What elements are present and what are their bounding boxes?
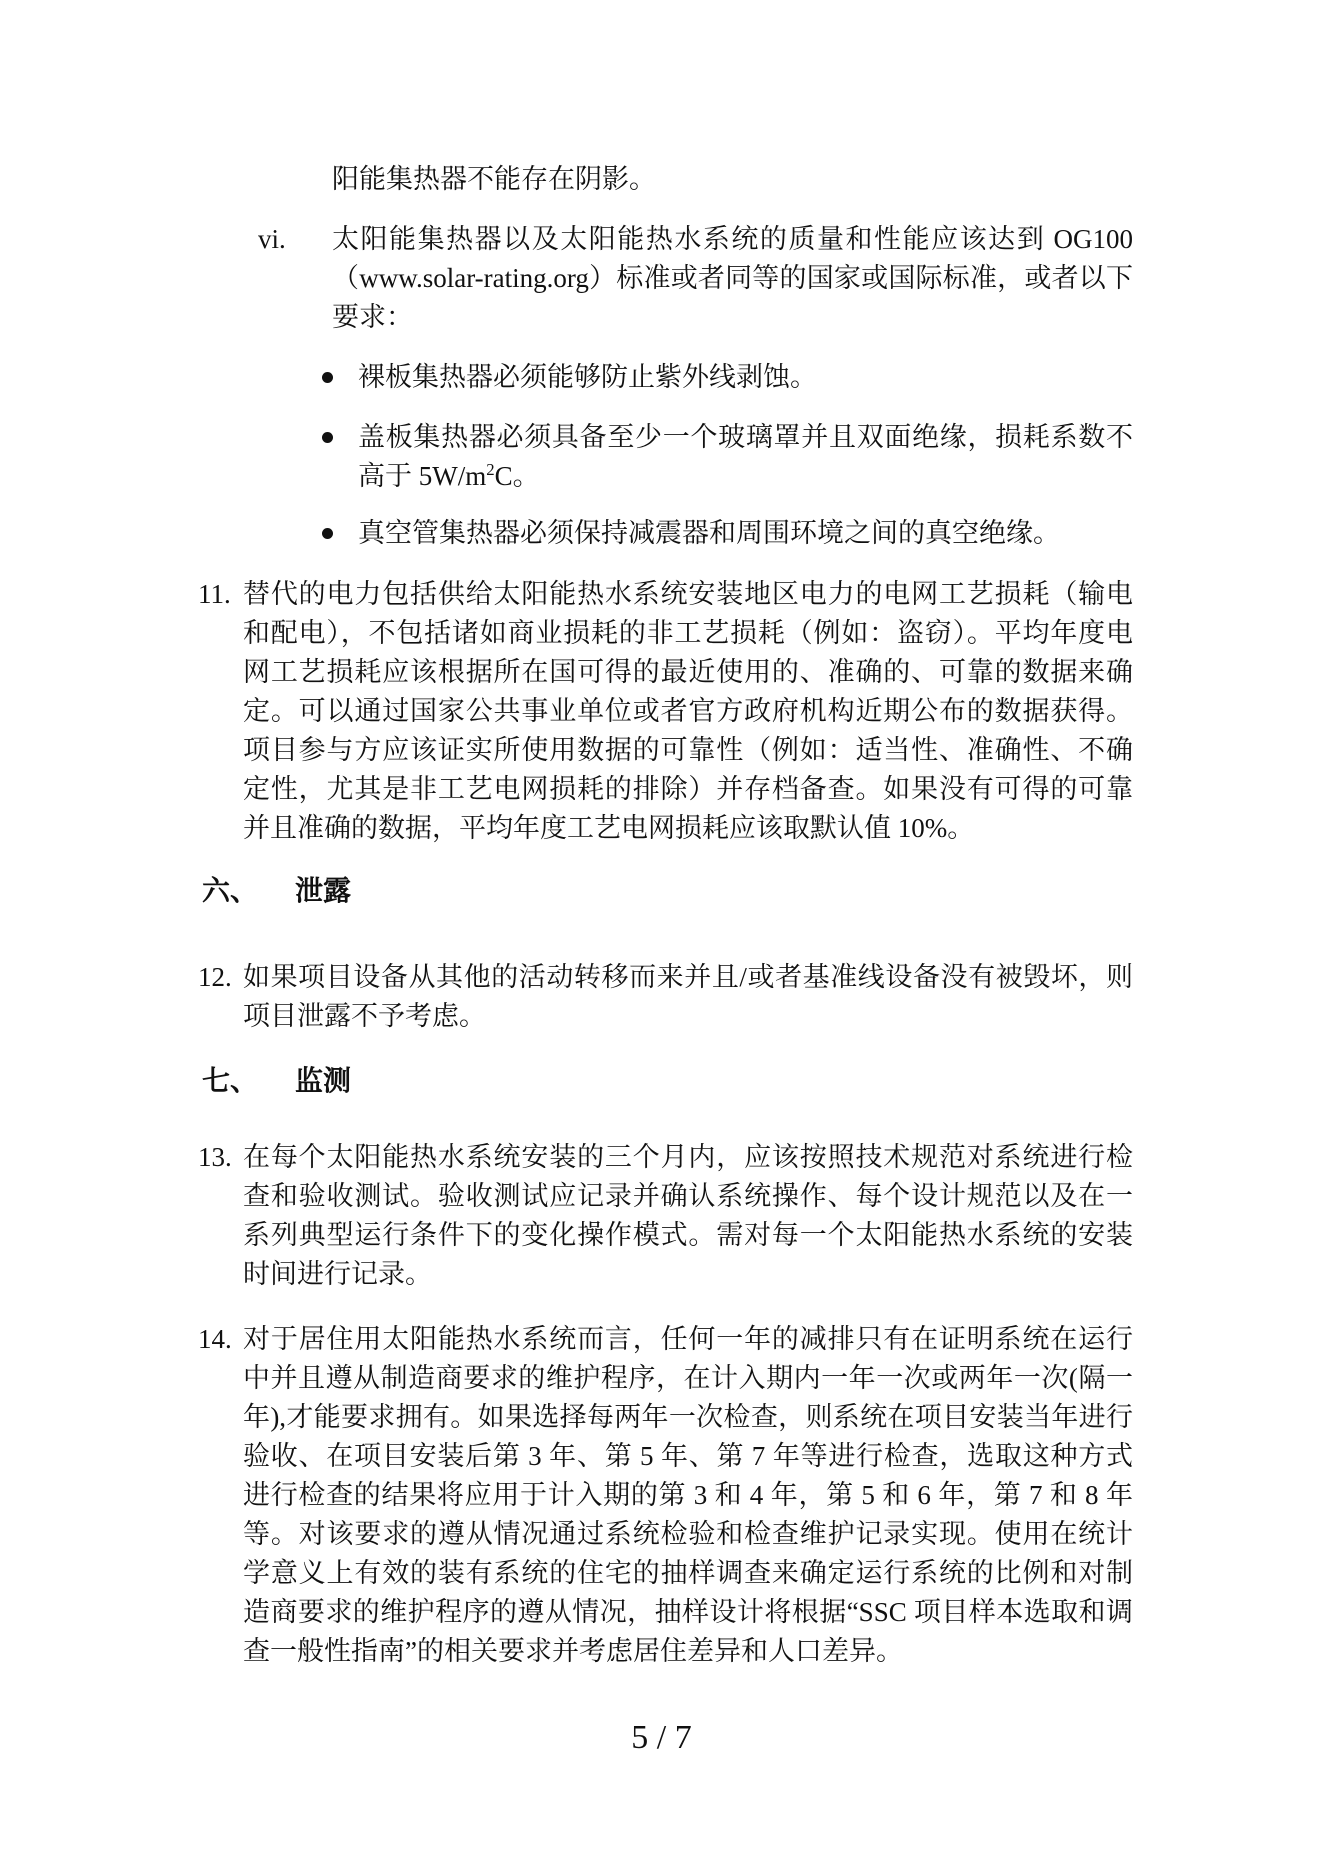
bullet-icon <box>322 372 333 383</box>
bullet-icon <box>322 528 333 539</box>
numbered-item-13-text: 在每个太阳能热水系统安装的三个月内，应该按照技术规范对系统进行检查和验收测试。验收测试应记录并确认系统操作、每个设计规范以及在一系列典型运行条件下的变化操作模式。需对每一个太阳能热水系统的安装时间进行记录。 <box>243 1142 1133 1289</box>
numbered-item-11-marker: 11. <box>198 579 231 609</box>
bullet-icon <box>322 432 333 443</box>
numbered-item-14 <box>198 1320 1133 1671</box>
document-body <box>198 160 1133 1671</box>
section-heading-leakage <box>202 871 1133 913</box>
section-heading-monitoring-title: 监测 <box>295 1066 352 1097</box>
section-heading-leakage-number: 六、 <box>202 876 259 907</box>
section-heading-monitoring-number: 七、 <box>202 1066 259 1097</box>
bullet-item-text-post: C。 <box>494 461 540 491</box>
list-item-vi <box>258 220 1133 337</box>
section-heading-monitoring <box>202 1061 1133 1103</box>
list-item-vi-text: 太阳能集热器以及太阳能热水系统的质量和性能应该达到 OG100（www.solar-rating.org）标准或者同等的国家或国际标准，或者以下要求： <box>332 224 1133 332</box>
numbered-item-13 <box>198 1138 1133 1294</box>
bullet-item-glazed-plate <box>308 418 1133 496</box>
numbered-item-14-text: 对于居住用太阳能热水系统而言，任何一年的减排只有在证明系统在运行中并且遵从制造商要求的维护程序，在计入期内一年一次或两年一次(隔一年),才能要求拥有。如果选择每两年一次检查，则系统在项目安装当年进行验收、在项目安装后第 3 年、第 5 年、第 7 年等进行检查，选取这种方式进行检查的结果将应用于计入期的第 3 和 4 年，第 5 和 6 年，第 7 和 8 年等。对该要求的遵从情况通过系统检验和检查维护记录实现。使用在统计学意义上有效的装有系统的住宅的抽样调查来确定运行系统的比例和对制造商要求的维护程序的遵从情况，抽样设计将根据“SSC 项目样本选取和调查一般性指南”的相关要求并考虑居住差异和人口差异。 <box>243 1324 1133 1666</box>
superscript-exponent: 2 <box>486 460 495 479</box>
numbered-item-14-marker: 14. <box>198 1324 232 1354</box>
bullet-item-bare-plate <box>308 358 1133 397</box>
bullet-item-text: 裸板集热器必须能够防止紫外线剥蚀。 <box>358 362 817 392</box>
bullet-item-text: 真空管集热器必须保持减震器和周围环境之间的真空绝缘。 <box>358 518 1060 548</box>
numbered-item-11 <box>198 575 1133 848</box>
list-item-vi-marker: vi. <box>258 224 286 254</box>
paragraph-continuation: 阳能集热器不能存在阴影。 <box>332 164 656 194</box>
bullet-item-text-pre: 盖板集热器必须具备至少一个玻璃罩并且双面绝缘，损耗系数不高于 5W/m <box>358 422 1133 491</box>
page-number: 5 / 7 <box>631 1719 692 1756</box>
bullet-item-vacuum-tube <box>308 514 1133 553</box>
numbered-item-12-text: 如果项目设备从其他的活动转移而来并且/或者基准线设备没有被毁坏，则项目泄露不予考虑。 <box>243 962 1133 1031</box>
bullet-item-text <box>358 422 1133 491</box>
numbered-item-11-text: 替代的电力包括供给太阳能热水系统安装地区电力的电网工艺损耗（输电和配电），不包括诸如商业损耗的非工艺损耗（例如：盗窃）。平均年度电网工艺损耗应该根据所在国可得的最近使用的、准确的、可靠的数据来确定。可以通过国家公共事业单位或者官方政府机构近期公布的数据获得。项目参与方应该证实所使用数据的可靠性（例如：适当性、准确性、不确定性，尤其是非工艺电网损耗的排除）并存档备查。如果没有可得的可靠并且准确的数据，平均年度工艺电网损耗应该取默认值 10%。 <box>243 579 1133 843</box>
numbered-item-12-marker: 12. <box>198 962 232 992</box>
numbered-item-13-marker: 13. <box>198 1142 232 1172</box>
section-heading-leakage-title: 泄露 <box>295 876 352 907</box>
numbered-item-12 <box>198 958 1133 1036</box>
